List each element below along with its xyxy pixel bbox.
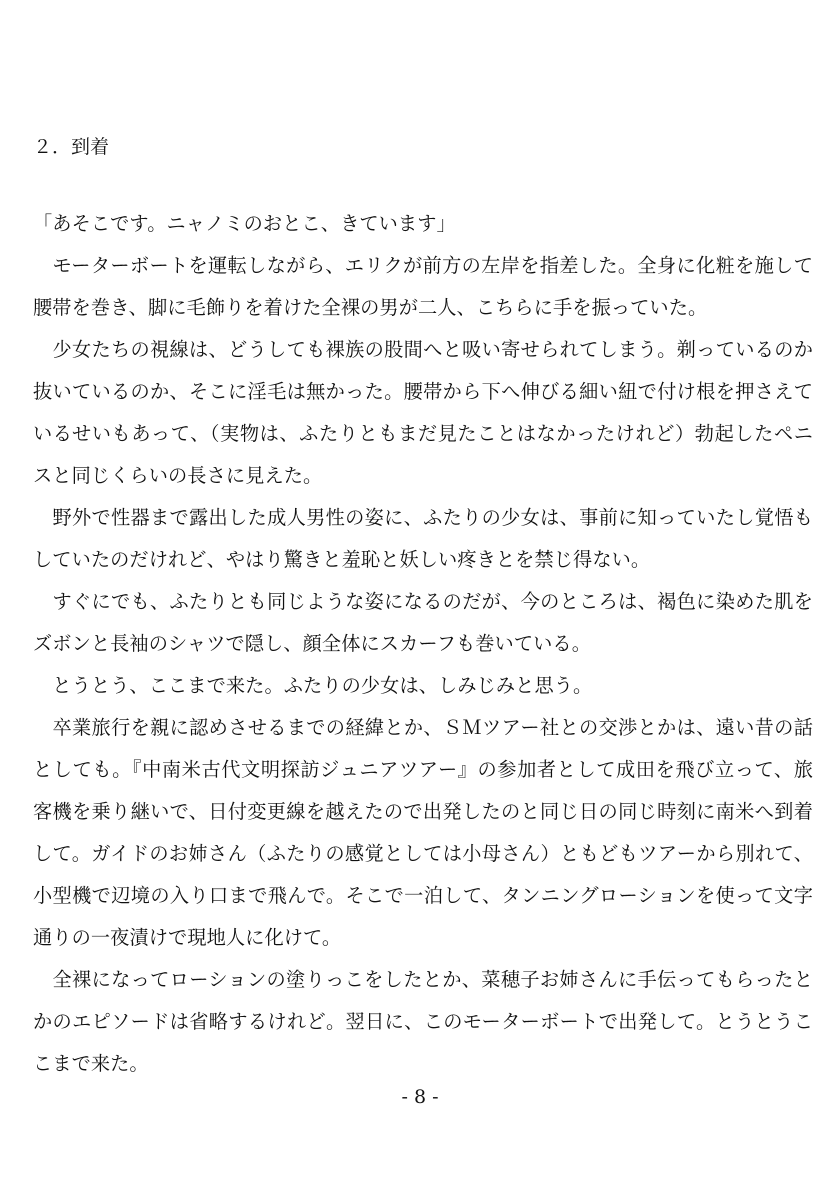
- text-line: 腰帯を巻き、脚に毛飾りを着けた全裸の男が二人、こちらに手を振っていた。: [33, 296, 708, 319]
- page-number: - 8 -: [401, 1086, 439, 1108]
- text-line: 卒業旅行を親に認めさせるまでの経緯とか、ＳＭツアー社との交渉とかは、遠い昔の話: [33, 716, 813, 739]
- text-line: モーターボートを運転しながら、エリクが前方の左岸を指差した。全身に化粧を施して: [33, 254, 813, 277]
- text-line: 全裸になってローションの塗りっこをしたとか、菜穂子お姉さんに手伝ってもらったと: [33, 968, 813, 991]
- section-heading: ２．到着: [33, 136, 110, 158]
- text-line: 小型機で辺境の入り口まで飛んで。そこで一泊して、タンニングローションを使って文字: [33, 884, 813, 907]
- text-line: していたのだけれど、やはり驚きと羞恥と妖しい疼きとを禁じ得ない。: [33, 548, 651, 571]
- text-line: 「あそこです。ニャノミのおとこ、きています」: [33, 212, 456, 235]
- body-text: [33, 203, 813, 1085]
- text-line: すぐにでも、ふたりとも同じような姿になるのだが、今のところは、褐色に染めた肌を: [33, 590, 813, 613]
- text-line: いるせいもあって、（実物は、ふたりともまだ見たことはなかったけれど）勃起したペニ: [33, 422, 813, 445]
- text-line: かのエピソードは省略するけれど。翌日に、このモーターボートで出発して。とうとうこ: [33, 1010, 813, 1033]
- text-line: こまで来た。: [33, 1052, 149, 1075]
- text-line: 抜いているのか、そこに淫毛は無かった。腰帯から下へ伸びる細い紐で付け根を押さえて: [33, 380, 813, 403]
- text-line: としても。『中南米古代文明探訪ジュニアツアー』の参加者として成田を飛び立って、旅: [33, 758, 813, 781]
- text-line: 少女たちの視線は、どうしても裸族の股間へと吸い寄せられてしまう。剃っているのか: [33, 338, 813, 361]
- text-line: ズボンと長袖のシャツで隠し、顔全体にスカーフも巻いている。: [33, 632, 591, 655]
- text-line: 通りの一夜漬けで現地人に化けて。: [33, 926, 342, 949]
- text-line: 野外で性器まで露出した成人男性の姿に、ふたりの少女は、事前に知っていたし覚悟も: [33, 506, 813, 529]
- text-line: スと同じくらいの長さに見えた。: [33, 464, 323, 487]
- text-line: して。ガイドのお姉さん（ふたりの感覚としては小母さん）ともどもツアーから別れて、: [33, 842, 813, 865]
- text-line: とうとう、ここまで来た。ふたりの少女は、しみじみと思う。: [33, 674, 593, 697]
- text-line: 客機を乗り継いで、日付変更線を越えたので出発したのと同じ日の同じ時刻に南米へ到着: [33, 800, 813, 823]
